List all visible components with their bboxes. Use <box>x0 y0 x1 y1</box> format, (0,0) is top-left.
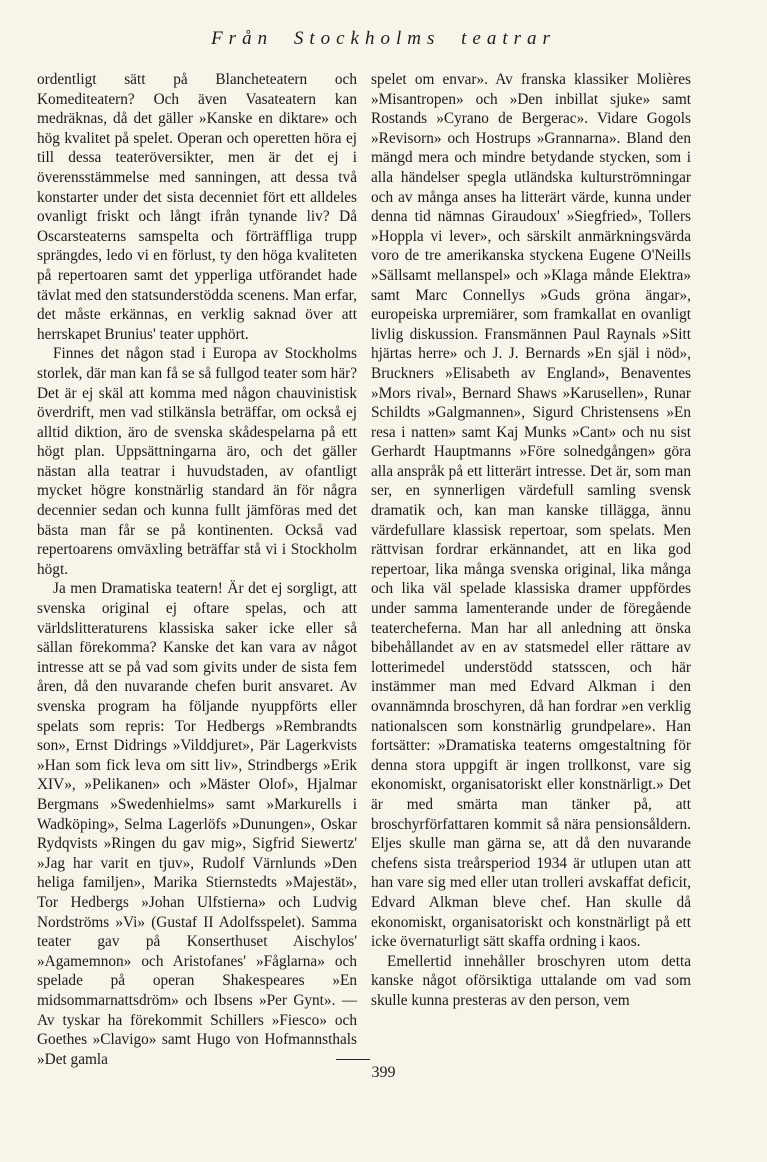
page-number: 399 <box>371 1064 396 1081</box>
right-column <box>371 70 691 1011</box>
left-column <box>37 70 357 1069</box>
paragraph: ordentligt sätt på Blancheteatern och Komediteatern? Och även Vasateatern kan medräknas, då det gäller »Kanske en diktare» och hög kvalitet på spelet. Operan och operetten höra ej till dessa teateröversikter, men är det ej i överensstämmelse med sanningen, att dessa två konstarter under det sista decenniet fört ett alldeles ovanligt friskt och långt ifrån tynande liv? Då Oscarsteaterns samspelta och förträffliga trupp sprängdes, ledo vi en förlust, ty den höga kvaliteten på repertoaren samt det ypperliga utförandet hade tävlat med den statsunderstödda scenens. Man erfar, det måste erkännas, en verklig saknad över att herrskapet Brunius' teater upphört. <box>37 71 357 343</box>
paragraph: Finnes det någon stad i Europa av Stockholms storlek, där man kan få se så fullgod teater som här? Det är ej skäl att komma med någon chauvinistisk överdrift, men vad stilkänsla beträffar, om också ej alltid diktion, äro de svenska skådespelarna på ett högt plan. Uppsättningarna äro, och det gäller nästan alla teatrar i huvudstaden, av ofantligt mycket högre konstnärlig standard än för några decennier sedan och kunna fullt jämföras med det bästa man får se på kontinenten. Också vad repertoarens omväxling beträffar stå vi i Stockholm högt. <box>37 345 357 578</box>
paragraph: spelet om envar». Av franska klassiker Molières »Misantropen» och »Den inbillat sjuke» samt Rostands »Cyrano de Bergerac». Vidare Gogols »Revisorn» och Hostrups »Grannarna». Bland den mängd mera och mindre betydande stycken, som i alla händelser spegla utländska kulturströmningar och av många anses ha litterärt värde, kunna under denna tid nämnas Giraudoux' »Siegfried», Tollers »Hoppla vi lever», och särskilt anmärkningsvärda voro de tre amerikanska styckena Eugene O'Neills »Sällsamt mellanspel» och »Klaga månde Elektra» samt Marc Connellys »Guds gröna ängar», europeiska urpremiärer, som framkallat en ovanligt livlig diskussion. Fransmännen Paul Raynals »Sitt hjärtas herre» och J. J. Bernards »En själ i nöd», Bruckners »Elisabeth av England», Benaventes »Mors rival», Bernard Shaws »Karusellen», Runar Schildts »Galgmannen», Sigurd Christensens »En resa i natten» samt Kaj Munks »Cant» och nu sist Gerhardt Hauptmanns »Före solnedgången» göra alla anspråk på ett litterärt intresse. Det är, som man ser, en synnerligen värdefull samling svensk dramatik och, kan man kanske tillägga, ännu värdefullare klassisk repertoar, som spelats. Men rättvisan fordrar erkännandet, att en lika god repertoar, lika många svenska original, lika många och lika väl spelade klassiska dramer uppfördes under samma lamenterande under de föregående teatercheferna. Man har all anledning att önska bibehållandet av en av statsmedel eller rättare av lotterimedel understödd statsscen, och här instämmer man med Edvard Alkman i den ovannämnda broschyren, då han fordrar »en verklig nationalscen som konstnärlig grundpelare». Han fortsätter: »Dramatiska teaterns omgestaltning för denna stora uppgift är ingen trollkonst, vare sig ekonomiskt, organisatoriskt eller konstnärligt.» Det är med smärta man tänker på, att broschyrförfattaren kommit så nära pensionsåldern. Eljes skulle man gärna se, att då den nuvarande chefens sista treårsperiod 1934 är utlupen utan att han vare sig med eller utan trolleri avskaffat deficit, Edvard Alkman bleve chef. Han skulle då ekonomiskt, organisatoriskt och konstnärligt på ett icke övernaturligt sätt skaffa ordning i kaos. <box>371 71 691 951</box>
paragraph: Emellertid innehåller broschyren utom detta kanske något oförsiktiga uttalande om vad som skulle kunna presteras av den person, vem <box>371 952 691 1009</box>
paragraph: Ja men Dramatiska teatern! Är det ej sorgligt, att svenska original ej oftare spelas, och att världslitteraturens klassiska saker icke eller så sällan förekomma? Kanske det kan vara av något intresse att se på vad som givits under de sista fem åren, då den nuvarande chefen burit ansvaret. Av svenska program ha följande nyuppförts eller spelats som repris: Tor Hedbergs »Rembrandts son», Ernst Didrings »Vilddjuret», Pär Lagerkvists »Han som fick leva om sitt liv», Strindbergs »Erik XIV», »Pelikanen» och »Mäster Olof», Hjalmar Bergmans »Swedenhielms» samt »Markurells i Wadköping», Selma Lagerlöfs »Dunungen», Oskar Rydqvists »Ringen du gav mig», Sigfrid Siewertz' »Jag har varit en tjuv», Rudolf Värnlunds »Den heliga familjen», Marika Stiernstedts »Majestät», Tor Hedbergs »Johan Ulfstierna» och Ludvig Nordströms »Vi» (Gustaf II Adolfsspelet). Samma teater gav på Konserthuset Aischylos' »Agamemnon» och Aristofanes' »Fåglarna» och spelade på operan Shakespeares »En midsommarnattsdröm» och Ibsens »Per Gynt». — Av tyskar ha förekommit Schillers »Fiesco» och Goethes »Clavigo» samt Hugo von Hofmannsthals »Det gamla <box>37 580 357 1068</box>
footer-rule <box>336 1059 370 1060</box>
running-head: Från Stockholms teatrar <box>211 28 556 49</box>
